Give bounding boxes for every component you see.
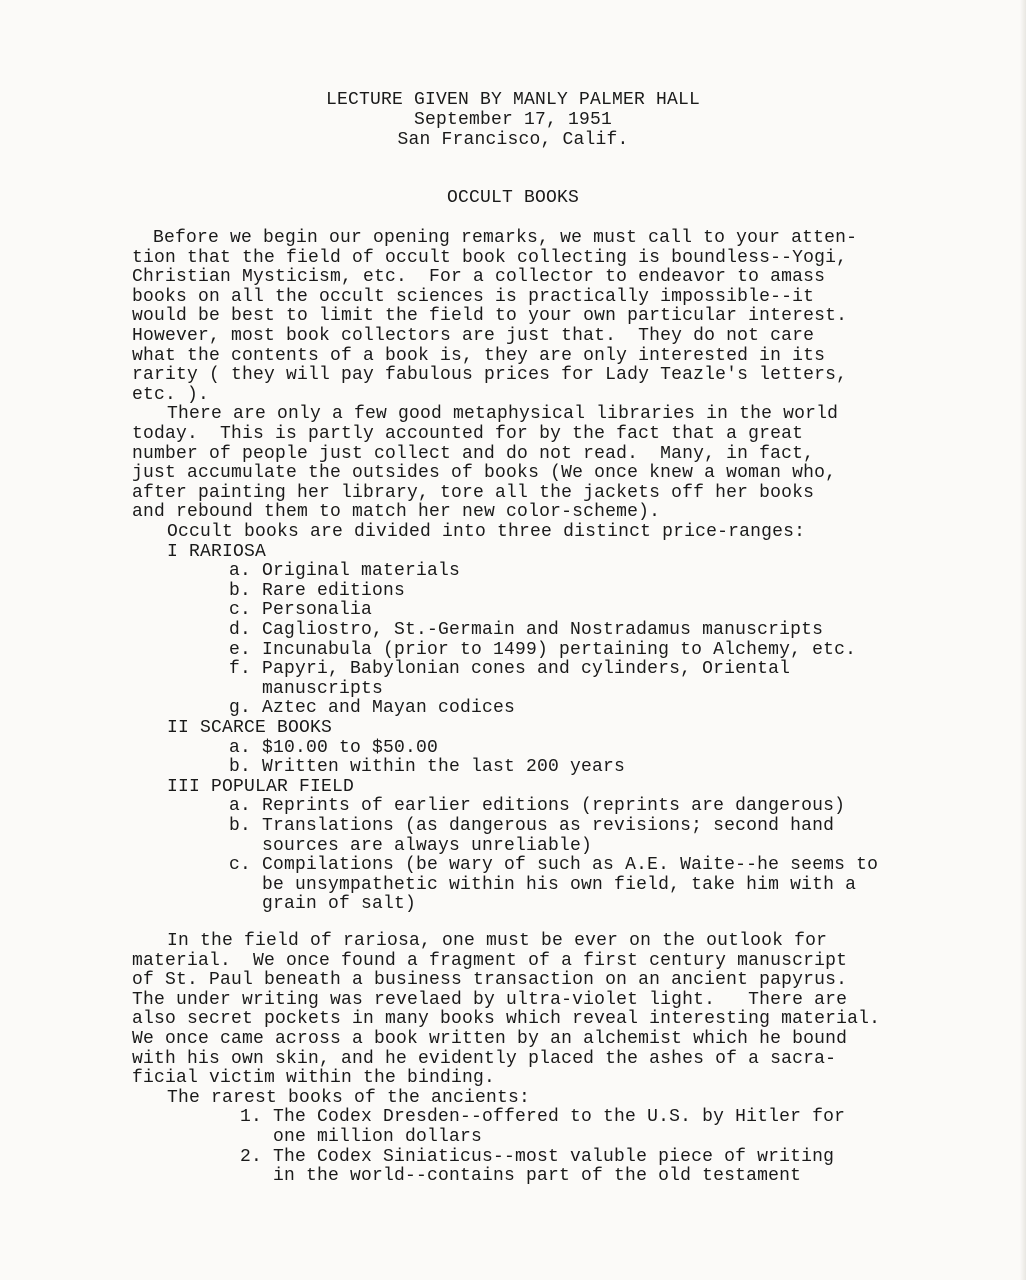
section-heading: II SCARCE BOOKS: [167, 718, 333, 738]
list-item: 2. The Codex Siniaticus--most valuble piece of writing: [240, 1146, 835, 1167]
list-item: one million dollars: [240, 1127, 483, 1147]
paragraph-line: of St. Paul beneath a business transaction on an ancient papyrus.: [132, 970, 848, 991]
header-line-1: LECTURE GIVEN BY MANLY PALMER HALL: [325, 90, 701, 110]
paragraph-line: However, most book collectors are just that. They do not care: [132, 326, 815, 346]
paragraph-line: also secret pockets in many books which reveal interesting material.: [132, 1009, 881, 1030]
list-item: c. Compilations (be wary of such as A.E. Waite--he seems to: [229, 855, 879, 876]
section-heading: I RARIOSA: [167, 541, 267, 562]
list-item: d. Cagliostro, St.-Germain and Nostradamus manuscripts: [229, 620, 824, 640]
list-item: c. Personalia: [229, 600, 373, 621]
paragraph-line: The rarest books of the ancients:: [167, 1087, 531, 1108]
list-item: b. Translations (as dangerous as revisions; second hand: [229, 816, 835, 836]
paragraph-line: There are only a few good metaphysical libraries in the world: [167, 404, 839, 425]
document-title: OCCULT BOOKS: [446, 188, 580, 208]
paragraph-line: with his own skin, and he evidently placed the ashes of a sacra-: [132, 1048, 837, 1069]
paragraph-line: after painting her library, tore all the jackets off her books: [132, 482, 815, 503]
list-item: a. $10.00 to $50.00: [229, 737, 439, 758]
paragraph-line: material. We once found a fragment of a first century manuscript: [132, 950, 848, 971]
paragraph-line: rarity ( they will pay fabulous prices for Lady Teazle's letters,: [132, 365, 848, 386]
header-line-2: September 17, 1951: [413, 110, 613, 130]
paragraph-line: books on all the occult sciences is practically impossible--it: [132, 286, 815, 307]
list-item: 1. The Codex Dresden--offered to the U.S. by Hitler for: [240, 1107, 846, 1128]
paragraph-line: Christian Mysticism, etc. For a collector to endeavor to amass: [132, 267, 826, 288]
list-item: sources are always unreliable): [229, 835, 593, 856]
paragraph-line: The under writing was revelaed by ultra-violet light. There are: [132, 989, 848, 1010]
paragraph-line: Occult books are divided into three distinct price-ranges:: [167, 522, 806, 542]
paragraph-line: etc. ).: [132, 384, 210, 405]
list-item: manuscripts: [229, 678, 384, 699]
paragraph-line: today. This is partly accounted for by the fact that a great: [132, 424, 804, 444]
list-item: f. Papyri, Babylonian cones and cylinders, Oriental: [229, 659, 791, 680]
list-item: g. Aztec and Mayan codices: [229, 698, 516, 719]
header-line-3: San Francisco, Calif.: [397, 130, 629, 150]
paragraph-line: ficial victim within the binding.: [132, 1068, 496, 1089]
list-item: e. Incunabula (prior to 1499) pertaining to Alchemy, etc.: [229, 639, 857, 660]
paragraph-line: just accumulate the outsides of books (We once knew a woman who,: [132, 463, 837, 484]
list-item: in the world--contains part of the old testament: [240, 1166, 802, 1187]
paragraph-line: would be best to limit the field to your own particular interest.: [132, 306, 848, 327]
list-item: grain of salt): [229, 894, 417, 915]
list-item: be unsympathetic within his own field, take him with a: [229, 874, 857, 895]
list-item: b. Rare editions: [229, 580, 406, 601]
paragraph-line: tion that the field of occult book collecting is boundless--Yogi,: [132, 247, 848, 268]
section-heading: III POPULAR FIELD: [167, 776, 355, 797]
paragraph-line: Before we begin our opening remarks, we must call to your atten-: [153, 228, 858, 248]
paragraph-line: In the field of rariosa, one must be ever on the outlook for: [167, 931, 828, 951]
list-item: b. Written within the last 200 years: [229, 757, 626, 778]
list-item: a. Original materials: [229, 561, 461, 582]
paragraph-line: We once came across a book written by an alchemist which he bound: [132, 1029, 848, 1049]
list-item: a. Reprints of earlier editions (reprints are dangerous): [229, 796, 846, 817]
paragraph-line: number of people just collect and do not read. Many, in fact,: [132, 443, 815, 464]
paragraph-line: what the contents of a book is, they are only interested in its: [132, 345, 826, 366]
paragraph-line: and rebound them to match her new color-scheme).: [132, 502, 661, 523]
